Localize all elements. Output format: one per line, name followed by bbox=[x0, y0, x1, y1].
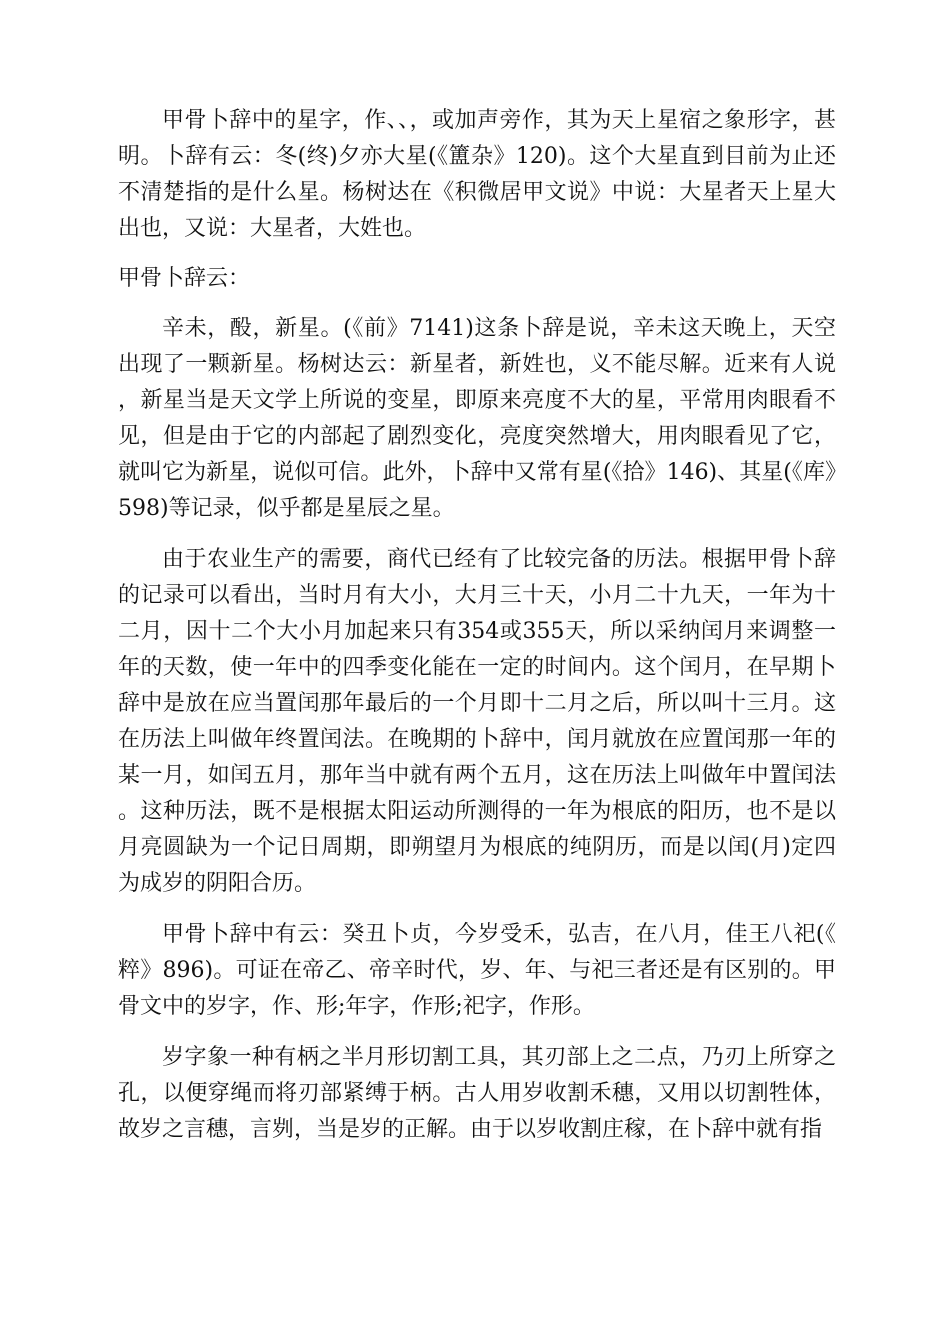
paragraph-year-terms: 甲骨卜辞中有云：癸丑卜贞，今岁受禾，弘吉，在八月，佳王八祀(《粹》896)。可证在帝乙、帝辛时代，岁、年、与祀三者还是有区别的。甲骨文中的岁字，作、形;年字，作形;祀字，作形。 bbox=[118, 922, 836, 1019]
paragraph-star-character: 甲骨卜辞中的星字，作、、，或加声旁作，其为天上星宿之象形字，甚明。卜辞有云：冬(终)夕亦大星(《簠杂》120)。这个大星直到目前为止还不清楚指的是什么星。杨树达在《积微居甲文说》中说：大星者天上星大出也，又说：大星者，大姓也。 bbox=[118, 108, 836, 241]
paragraph-calendar: 由于农业生产的需要，商代已经有了比较完备的历法。根据甲骨卜辞的记录可以看出，当时月有大小，大月三十天，小月二十九天，一年为十二月，因十二个大小月加起来只有354或355天，所以采纳闰月来调整一年的天数，使一年中的四季变化能在一定的时间内。这个闰月，在早期卜辞中是放在应当置闰那年最后的一个月即十二月之后，所以叫十三月。这在历法上叫做年终置闰法。在晚期的卜辞中，闰月就放在应置闰那一年的某一月，如闰五月，那年当中就有两个五月，这在历法上叫做年中置闰法。这种历法，既不是根据太阳运动所测得的一年为根底的阳历，也不是以月亮圆缺为一个记日周期，即朔望月为根底的纯阴历，而是以闰(月)定四为成岁的阴阳合历。 bbox=[118, 547, 836, 896]
paragraph-sui-character: 岁字象一种有柄之半月形切割工具，其刃部上之二点，乃刃上所穿之孔，以便穿绳而将刃部紧缚于柄。古人用岁收割禾穗，又用以切割牲体，故岁之言穗，言刿，当是岁的正解。由于以岁收割庄稼，在卜辞中就有指 bbox=[118, 1045, 836, 1142]
document-body bbox=[118, 103, 836, 1148]
paragraph-new-star: 辛未，酘，新星。(《前》7141)这条卜辞是说，辛未这天晚上，天空出现了一颗新星。杨树达云：新星者，新姓也，义不能尽解。近来有人说，新星当是天文学上所说的变星，即原来亮度不大的星，平常用肉眼看不见，但是由于它的内部起了剧烈变化，亮度突然增大，用肉眼看见了它，就叫它为新星，说似可信。此外，卜辞中又常有星(《拾》146)、其星(《库》598)等记录，似乎都是星辰之星。 bbox=[118, 316, 836, 521]
paragraph-oracle-intro: 甲骨卜辞云： bbox=[118, 266, 251, 291]
